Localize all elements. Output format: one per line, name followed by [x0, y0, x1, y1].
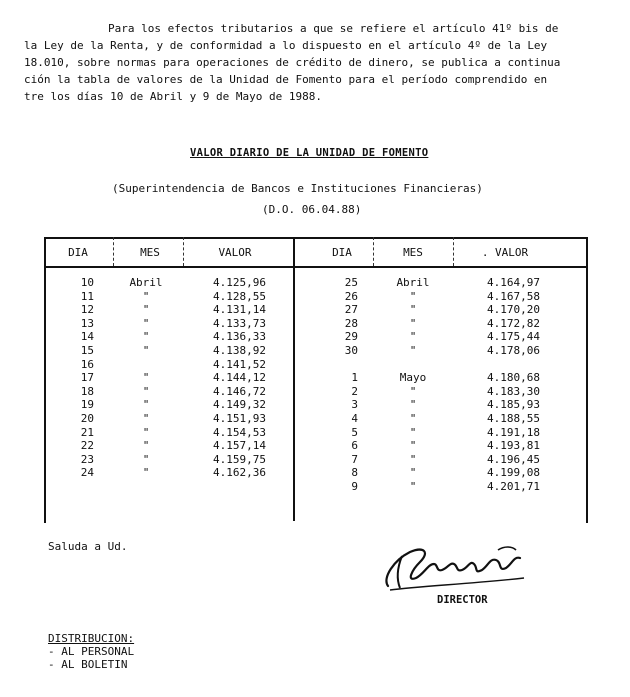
value-cell: 4.136,33 [213, 330, 266, 344]
value-cell: 4.170,20 [487, 303, 540, 317]
value-cell: 4.178,06 [487, 344, 540, 357]
header-mes-left: MES [140, 246, 160, 259]
value-cell: 4.199,08 [487, 466, 540, 480]
day-cell: 3 [351, 398, 358, 412]
month-cell: " [409, 466, 417, 480]
table-source: (Superintendencia de Bancos e Instituciones Financieras) [112, 182, 483, 195]
column-divider [183, 237, 184, 266]
day-cell: 21 [80, 425, 94, 439]
month-cell: " [409, 330, 417, 344]
distribution-heading: DISTRIBUCION: [48, 632, 135, 645]
day-cell: 15 [80, 344, 94, 357]
month-cell: " [409, 412, 417, 425]
day-cell: 10 [80, 276, 94, 289]
month-cell: " [409, 344, 417, 357]
month-cell: " [409, 384, 417, 398]
month-cell: " [409, 316, 417, 330]
value-cell: 4.175,44 [487, 330, 540, 344]
month-cell: " [409, 398, 417, 412]
value-cell: 4.128,55 [213, 289, 266, 303]
day-cell: 20 [80, 412, 94, 425]
intro-line: ción la tabla de valores de la Unidad de Fomento para el período comprendido en [24, 73, 548, 86]
day-cell: 5 [351, 425, 358, 439]
value-cell: 4.162,36 [213, 466, 266, 480]
day-cell: 29 [344, 330, 358, 344]
month-cell: Abril [396, 276, 430, 289]
publication-reference: (D.O. 06.04.88) [262, 203, 362, 216]
value-cell: 4.180,68 [487, 371, 540, 385]
value-cell: 4.159,75 [213, 452, 266, 466]
value-cell: 4.193,81 [487, 439, 540, 453]
value-cell: 4.144,12 [213, 371, 266, 385]
month-cell: " [409, 480, 417, 493]
value-cell: 4.185,93 [487, 398, 540, 412]
day-cell: 13 [80, 316, 94, 330]
day-cell: 11 [80, 289, 94, 303]
month-cell: " [142, 303, 150, 317]
day-cell: 4 [351, 412, 358, 425]
value-cell: 4.151,93 [213, 412, 266, 425]
value-cell: 4.141,52 [213, 357, 266, 371]
value-cell: 4.149,32 [213, 398, 266, 412]
day-cell: 9 [351, 480, 358, 493]
intro-line: tre los días 10 de Abril y 9 de Mayo de 1988. [24, 90, 323, 103]
distribution-item: - AL PERSONAL [48, 645, 135, 658]
day-cell: 28 [344, 316, 358, 330]
month-cell: " [142, 439, 150, 453]
header-dia-left: DIA [68, 246, 88, 259]
day-cell: 1 [351, 371, 358, 385]
signer-title: DIRECTOR [437, 594, 488, 606]
value-cell: 4.167,58 [487, 289, 540, 303]
intro-line: la Ley de la Renta, y de conformidad a lo dispuesto en el artículo 4º de la Ley [24, 39, 548, 52]
month-cell: Abril [129, 276, 163, 289]
value-cell: 4.188,55 [487, 412, 540, 425]
value-cell: 4.201,71 [487, 480, 540, 493]
day-cell: 26 [344, 289, 358, 303]
intro-line: Para los efectos tributarios a que se refiere el artículo 41º bis de [108, 22, 559, 35]
column-divider [113, 237, 114, 266]
signature-image [380, 538, 530, 594]
month-cell: " [142, 412, 150, 425]
month-cell: " [142, 316, 150, 330]
day-cell: 30 [344, 344, 358, 357]
day-cell: 27 [344, 303, 358, 317]
day-cell: 12 [80, 303, 94, 317]
month-cell: " [142, 384, 150, 398]
day-cell: 17 [80, 371, 94, 385]
value-cell: 4.146,72 [213, 384, 266, 398]
month-cell: " [142, 289, 150, 303]
value-cell: 4.196,45 [487, 452, 540, 466]
day-cell: 6 [351, 439, 358, 453]
day-cell: 25 [344, 276, 358, 289]
value-cell: 4.154,53 [213, 425, 266, 439]
day-cell: 18 [80, 384, 94, 398]
month-cell: " [409, 425, 417, 439]
day-cell: 19 [80, 398, 94, 412]
day-cell: 16 [80, 357, 94, 371]
intro-paragraph [24, 20, 608, 105]
month-cell: " [142, 330, 150, 344]
month-cell: " [409, 303, 417, 317]
month-cell: " [409, 289, 417, 303]
day-cell: 14 [80, 330, 94, 344]
value-cell: 4.172,82 [487, 316, 540, 330]
month-cell: " [142, 452, 150, 466]
value-cell: 4.164,97 [487, 276, 540, 289]
month-cell: Mayo [399, 371, 427, 385]
value-cell: 4.183,30 [487, 384, 540, 398]
value-cell: 4.157,14 [213, 439, 266, 453]
month-cell: " [409, 439, 417, 453]
value-cell: 4.131,14 [213, 303, 266, 317]
distribution-item: - AL BOLETIN [48, 658, 128, 671]
day-cell: 7 [351, 452, 358, 466]
intro-line: 18.010, sobre normas para operaciones de crédito de dinero, se publica a continua [24, 56, 561, 69]
month-cell: " [142, 371, 150, 385]
day-cell: 22 [80, 439, 94, 453]
value-cell: 4.133,73 [213, 316, 266, 330]
day-cell: 2 [351, 384, 358, 398]
header-dia-right: DIA [332, 246, 352, 259]
header-valor-left: VALOR [218, 246, 252, 259]
header-mes-right: MES [403, 246, 423, 259]
value-cell: 4.138,92 [213, 344, 266, 357]
distribution-block [48, 632, 134, 671]
column-divider [373, 237, 374, 266]
month-cell: " [142, 398, 150, 412]
day-cell: 23 [80, 452, 94, 466]
column-divider [453, 237, 454, 266]
closing-salutation: Saluda a Ud. [48, 540, 128, 553]
value-cell: 4.191,18 [487, 425, 540, 439]
day-cell: 24 [80, 466, 94, 480]
table-title: VALOR DIARIO DE LA UNIDAD DE FOMENTO [190, 147, 429, 159]
header-divider [44, 266, 588, 268]
center-divider [293, 237, 295, 521]
day-cell: 8 [351, 466, 358, 480]
value-cell: 4.125,96 [213, 276, 266, 289]
month-cell: " [142, 425, 150, 439]
month-cell: " [142, 344, 150, 357]
month-cell: " [142, 466, 150, 480]
header-valor-right: . VALOR [481, 246, 529, 259]
month-cell: " [409, 452, 417, 466]
